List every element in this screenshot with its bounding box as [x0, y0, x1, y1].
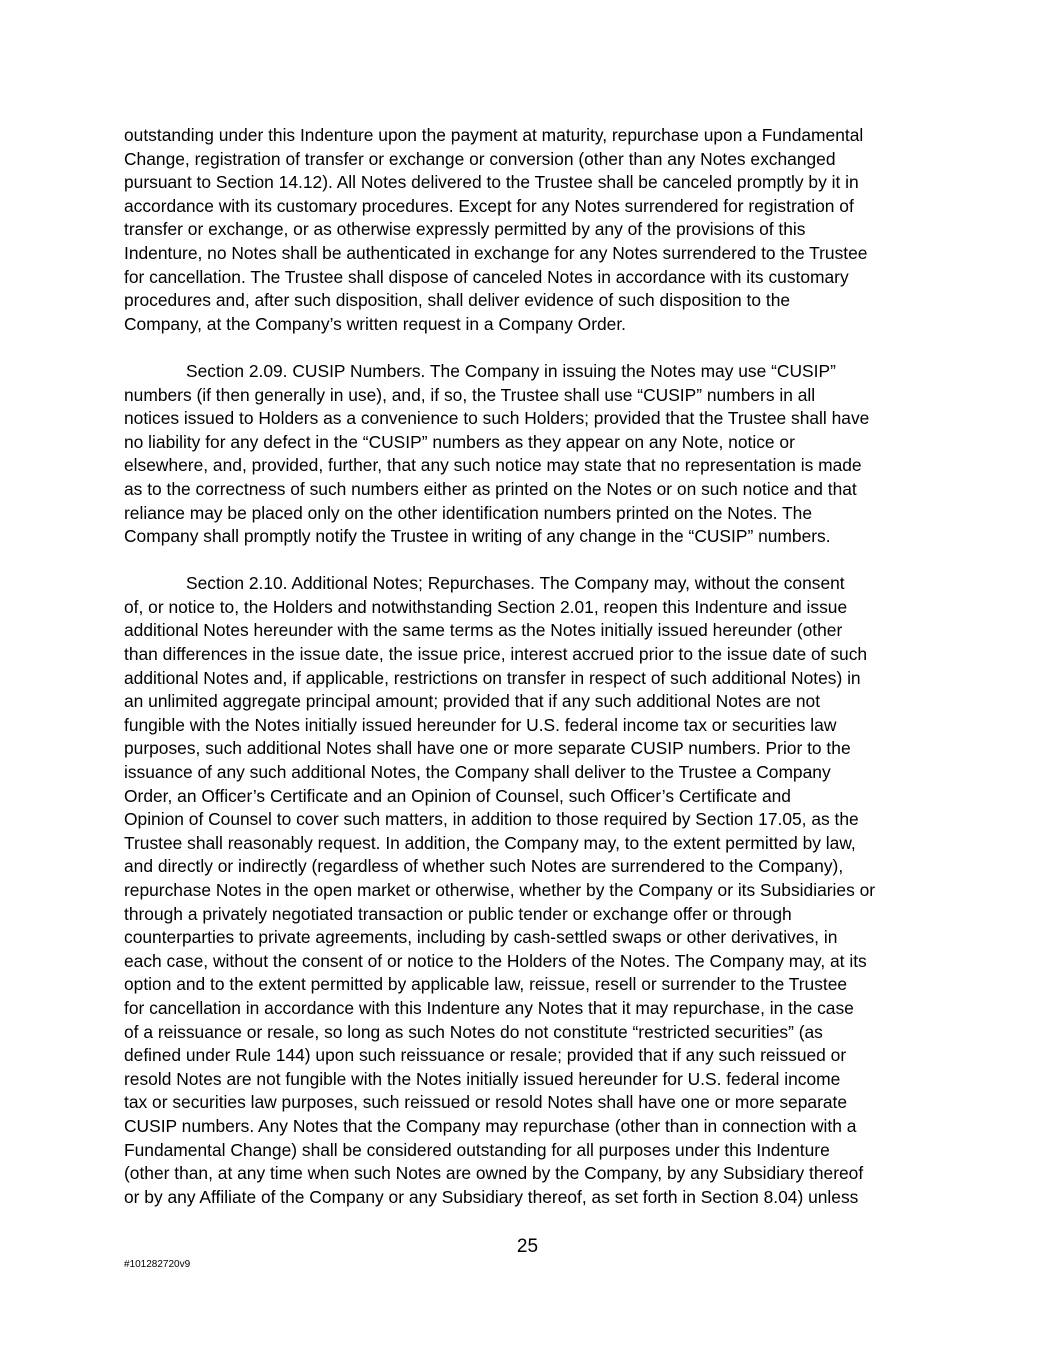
text-line: issuance of any such additional Notes, the Company shall deliver to the Trustee a Company	[124, 762, 831, 783]
text-line: purposes, such additional Notes shall have one or more separate CUSIP numbers. Prior to the	[124, 738, 851, 759]
text-line: outstanding under this Indenture upon the payment at maturity, repurchase upon a Fundamental	[124, 125, 864, 145]
text-line: (other than, at any time when such Notes are owned by the Company, by any Subsidiary thereof	[124, 1163, 864, 1184]
text-line: of, or notice to, the Holders and notwithstanding Section 2.01, reopen this Indenture and issue	[124, 596, 848, 617]
paragraph-gap	[124, 336, 934, 360]
text-line: notices issued to Holders as a convenience to such Holders; provided that the Trustee shall have	[124, 408, 870, 429]
text-line: accordance with its customary procedures. Except for any Notes surrendered for registration of	[124, 195, 854, 216]
text-line: through a privately negotiated transaction or public tender or exchange offer or through	[124, 903, 792, 924]
text-line: an unlimited aggregate principal amount; provided that if any such additional Notes are not	[124, 691, 821, 712]
text-line: fungible with the Notes initially issued hereunder for U.S. federal income tax or securities law	[124, 714, 837, 735]
text-line: each case, without the consent of or notice to the Holders of the Notes. The Company may, at its	[124, 950, 867, 971]
text-line: CUSIP numbers. Any Notes that the Company may repurchase (other than in connection with a	[124, 1115, 857, 1136]
text-line: of a reissuance or resale, so long as such Notes do not constitute “restricted securities” (as	[124, 1021, 823, 1042]
paragraph-section-2-09	[124, 360, 934, 549]
text-line: Trustee shall reasonably request. In addition, the Company may, to the extent permitted by law,	[124, 832, 856, 853]
page-number: 25	[516, 1236, 539, 1257]
text-line: and directly or indirectly (regardless of whether such Notes are surrendered to the Company),	[124, 856, 844, 877]
text-line: Change, registration of transfer or exchange or conversion (other than any Notes exchanged	[124, 148, 836, 169]
text-line: for cancellation. The Trustee shall dispose of canceled Notes in accordance with its customary	[124, 266, 849, 287]
text-line: Company shall promptly notify the Trustee in writing of any change in the “CUSIP” numbers.	[124, 526, 831, 547]
text-line: Section 2.10. Additional Notes; Repurchases. The Company may, without the consent	[186, 573, 845, 594]
text-line: Indenture, no Notes shall be authenticated in exchange for any Notes surrendered to the Trustee	[124, 242, 868, 263]
text-line: numbers (if then generally in use), and, if so, the Trustee shall use “CUSIP” numbers in all	[124, 384, 816, 405]
document-body	[124, 124, 934, 1209]
paragraph-cancellation-continuation	[124, 124, 934, 336]
text-line: additional Notes and, if applicable, restrictions on transfer in respect of such additional Notes) in	[124, 667, 861, 688]
text-line: Section 2.09. CUSIP Numbers. The Company in issuing the Notes may use “CUSIP”	[186, 360, 836, 381]
text-line: Fundamental Change) shall be considered outstanding for all purposes under this Indenture	[124, 1139, 830, 1160]
text-line: resold Notes are not fungible with the Notes initially issued hereunder for U.S. federal income	[124, 1068, 841, 1089]
text-line: defined under Rule 144) upon such reissuance or resale; provided that if any such reissued or	[124, 1045, 847, 1066]
text-line: tax or securities law purposes, such reissued or resold Notes shall have one or more separate	[124, 1092, 848, 1113]
text-line: counterparties to private agreements, including by cash-settled swaps or other derivatives, in	[124, 927, 838, 948]
text-line: Opinion of Counsel to cover such matters, in addition to those required by Section 17.05, as the	[124, 809, 859, 830]
text-line: repurchase Notes in the open market or otherwise, whether by the Company or its Subsidiaries or	[124, 880, 876, 900]
paragraph-section-2-10	[124, 572, 934, 1209]
paragraph-gap	[124, 549, 934, 573]
text-line: or by any Affiliate of the Company or any Subsidiary thereof, as set forth in Section 8.04) unless	[124, 1186, 859, 1207]
text-line: reliance may be placed only on the other identification numbers printed on the Notes. The	[124, 502, 812, 523]
text-line: option and to the extent permitted by applicable law, reissue, resell or surrender to the Trustee	[124, 974, 848, 995]
text-line: elsewhere, and, provided, further, that any such notice may state that no representation is made	[124, 455, 862, 476]
text-line: no liability for any defect in the “CUSIP” numbers as they appear on any Note, notice or	[124, 431, 795, 452]
text-line: transfer or exchange, or as otherwise expressly permitted by any of the provisions of this	[124, 219, 806, 240]
text-line: additional Notes hereunder with the same terms as the Notes initially issued hereunder (other	[124, 620, 843, 641]
text-line: procedures and, after such disposition, shall deliver evidence of such disposition to the	[124, 290, 791, 311]
text-line: pursuant to Section 14.12). All Notes delivered to the Trustee shall be canceled promptly by it in	[124, 172, 859, 193]
document-id: #101282720v9	[124, 1259, 191, 1270]
text-line: Order, an Officer’s Certificate and an Opinion of Counsel, such Officer’s Certificate and	[124, 785, 791, 806]
text-line: than differences in the issue date, the issue price, interest accrued prior to the issue date of such	[124, 644, 868, 665]
text-line: for cancellation in accordance with this Indenture any Notes that it may repurchase, in the case	[124, 997, 854, 1018]
text-line: as to the correctness of such numbers either as printed on the Notes or on such notice and that	[124, 478, 857, 499]
text-line: Company, at the Company’s written request in a Company Order.	[124, 313, 626, 334]
